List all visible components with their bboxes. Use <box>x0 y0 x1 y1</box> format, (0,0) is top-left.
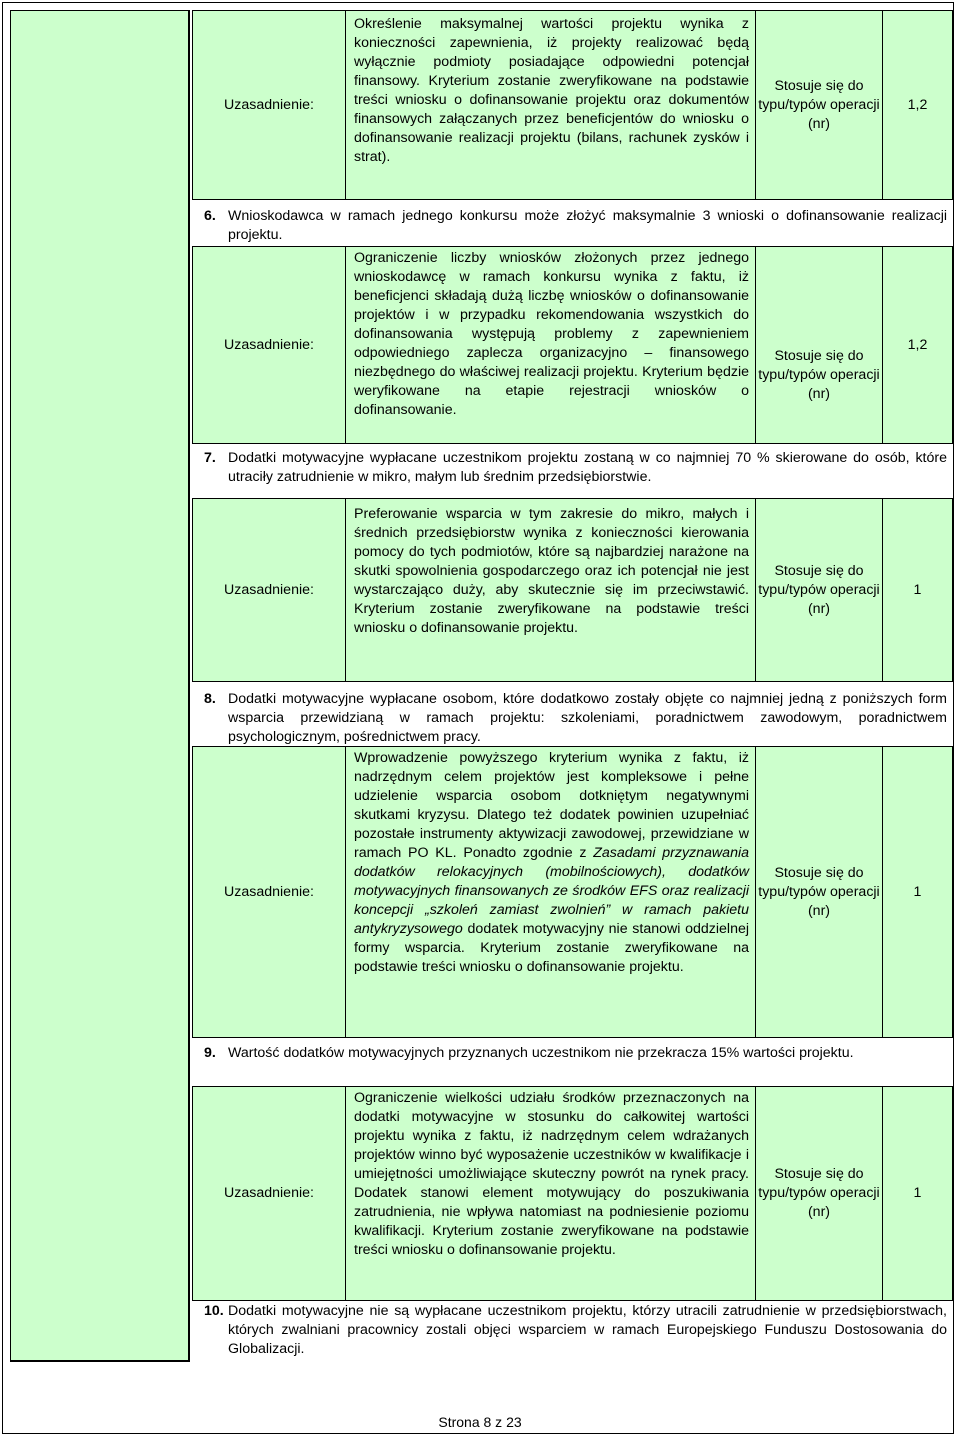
justification-row-3 <box>192 498 953 682</box>
criterion-6 <box>192 207 953 245</box>
justification-label: Uzasadnienie: <box>193 1087 346 1300</box>
criterion-text: Dodatki motywacyjne wypłacane uczestnikom projektu zostaną w co najmniej 70 % skierowane do osób, które utraciły zatrudnienie w mikro, małym lub średnim przedsiębiorstwie. <box>228 450 947 485</box>
justification-text: Ograniczenie wielkości udziału środków przeznaczonych na dodatki motywacyjne w stosunku do całkowitej wartości projektu wynika z faktu, iż nadrzędnym celem wdrażanych projektów winno być wyposażenie uczestników w kwalifikacje i umiejętności umożliwiające skuteczny powrót na rynek pracy. Dodatek stanowi element motywujący do poszukiwania zatrudnienia, nie wpływa natomiast na podniesienie poziomu kwalifikacji. Kryterium zostanie zweryfikowane na podstawie treści wniosku o dofinansowanie projektu. <box>346 1087 756 1300</box>
applies-to-label: Stosuje się do typu/typów operacji (nr) <box>756 11 883 199</box>
criterion-number: 8. <box>204 691 216 707</box>
operation-type-number: 1 <box>913 581 922 598</box>
justification-text: Ograniczenie liczby wniosków złożonych przez jednego wnioskodawcę w ramach konkursu wynika z faktu, iż beneficjenci składają dużą liczbę wniosków o dofinansowanie projektów i w przypadku rekomendowania wszystkich do dofinansowania występują problemy z zapewnieniem odpowiedniego zaplecza organizacyjno – finansowego niezbędnego do właściwej realizacji projektu. Kryterium będzie weryfikowane na etapie rejestracji wniosków o dofinansowanie. <box>346 247 756 443</box>
criterion-9 <box>192 1044 953 1063</box>
justification-row-1 <box>192 10 953 200</box>
operation-type-number: 1,2 <box>907 96 928 113</box>
criterion-number: 7. <box>204 450 216 466</box>
applies-to-label: Stosuje się do typu/typów operacji (nr) <box>756 1087 883 1300</box>
justification-text <box>346 747 756 1037</box>
criterion-10 <box>192 1302 953 1359</box>
justification-label: Uzasadnienie: <box>193 747 346 1037</box>
criterion-8 <box>192 690 953 747</box>
applies-to-label: Stosuje się do typu/typów operacji (nr) <box>756 247 883 443</box>
justification-label: Uzasadnienie: <box>193 499 346 681</box>
criterion-text: Dodatki motywacyjne nie są wypłacane uczestnikom projektu, którzy utracili zatrudnienie w przedsiębiorstwach, których zwalniani pracownicy zostali objęci wsparciem w ramach Europejskiego Funduszu Dostosowania do Globalizacji. <box>228 1303 947 1357</box>
justification-text: Określenie maksymalnej wartości projektu wynika z konieczności zapewnienia, iż projekty realizować będą wyłącznie podmioty posiadające odpowiedni potencjał finansowy. Kryterium zostanie zweryfikowane na podstawie treści wniosku o dofinansowanie projektu oraz dokumentów finansowych załączanych przez beneficjentów do wniosku o dofinansowanie realizacji projektu (bilans, rachunek zysków i strat). <box>346 11 756 199</box>
criterion-number: 10. <box>204 1303 224 1319</box>
criterion-text: Dodatki motywacyjne wypłacane osobom, które dodatkowo zostały objęte co najmniej jedną z poniższych form wsparcia przewidzianą w ramach projektu: szkoleniami, poradnictwem zawodowym, poradnictwem psychologicznym, pośrednictwem pracy. <box>228 691 947 745</box>
operation-type-number: 1 <box>913 883 922 900</box>
applies-to-label: Stosuje się do typu/typów operacji (nr) <box>756 747 883 1037</box>
justification-row-5 <box>192 1086 953 1301</box>
operation-type-number: 1,2 <box>907 336 928 353</box>
criterion-text: Wartość dodatków motywacyjnych przyznanych uczestnikom nie przekracza 15% wartości projektu. <box>228 1045 854 1061</box>
criterion-number: 6. <box>204 208 216 224</box>
applies-to-label: Stosuje się do typu/typów operacji (nr) <box>756 499 883 681</box>
justification-text: Preferowanie wsparcia w tym zakresie do mikro, małych i średnich przedsiębiorstw wynika z konieczności kierowania pomocy do tych podmiotów, które są najbardziej narażone na skutki spowolnienia gospodarczego oraz ich potencjał nie jest wystarczająco duży, aby skutecznie się im przeciwstawić. Kryterium zostanie zweryfikowane na podstawie treści wniosku o dofinansowanie projektu. <box>346 499 756 681</box>
criterion-number: 9. <box>204 1045 216 1061</box>
justification-text-italic: Zasadami przyznawania dodatków relokacyjnych (mobilnościowych), dodatków motywacyjnych finansowanych ze środków EFS oraz realizacji koncepcji „szkoleń zamiast zwolnień” w ramach pakietu antykryzysowego <box>354 845 749 937</box>
justification-row-2 <box>192 246 953 444</box>
justification-row-4 <box>192 746 953 1038</box>
justification-text-part-b: dodatek motywacyjny nie stanowi oddzielnej formy wsparcia. Kryterium zostanie zweryfikowane na podstawie treści wniosku o dofinansowanie projektu. <box>354 921 749 975</box>
page-number: Strona 8 z 23 <box>438 1414 522 1430</box>
criterion-7 <box>192 449 953 487</box>
justification-label: Uzasadnienie: <box>193 11 346 199</box>
operation-type-number: 1 <box>913 1185 922 1201</box>
left-margin-column <box>10 10 190 1362</box>
criterion-text: Wnioskodawca w ramach jednego konkursu może złożyć maksymalnie 3 wnioski o dofinansowanie realizacji projektu. <box>228 208 947 243</box>
justification-text-part-a: Wprowadzenie powyższego kryterium wynika z faktu, iż nadrzędnym celem projektów jest kompleksowe i pełne udzielenie wsparcia osobom dotkniętym negatywnymi skutkami kryzysu. Dlatego też dodatek powinien uzupełniać pozostałe instrumenty aktywizacji zawodowej, przewidziane w ramach PO KL. Ponadto zgodnie z <box>354 750 749 861</box>
justification-label: Uzasadnienie: <box>193 247 346 443</box>
